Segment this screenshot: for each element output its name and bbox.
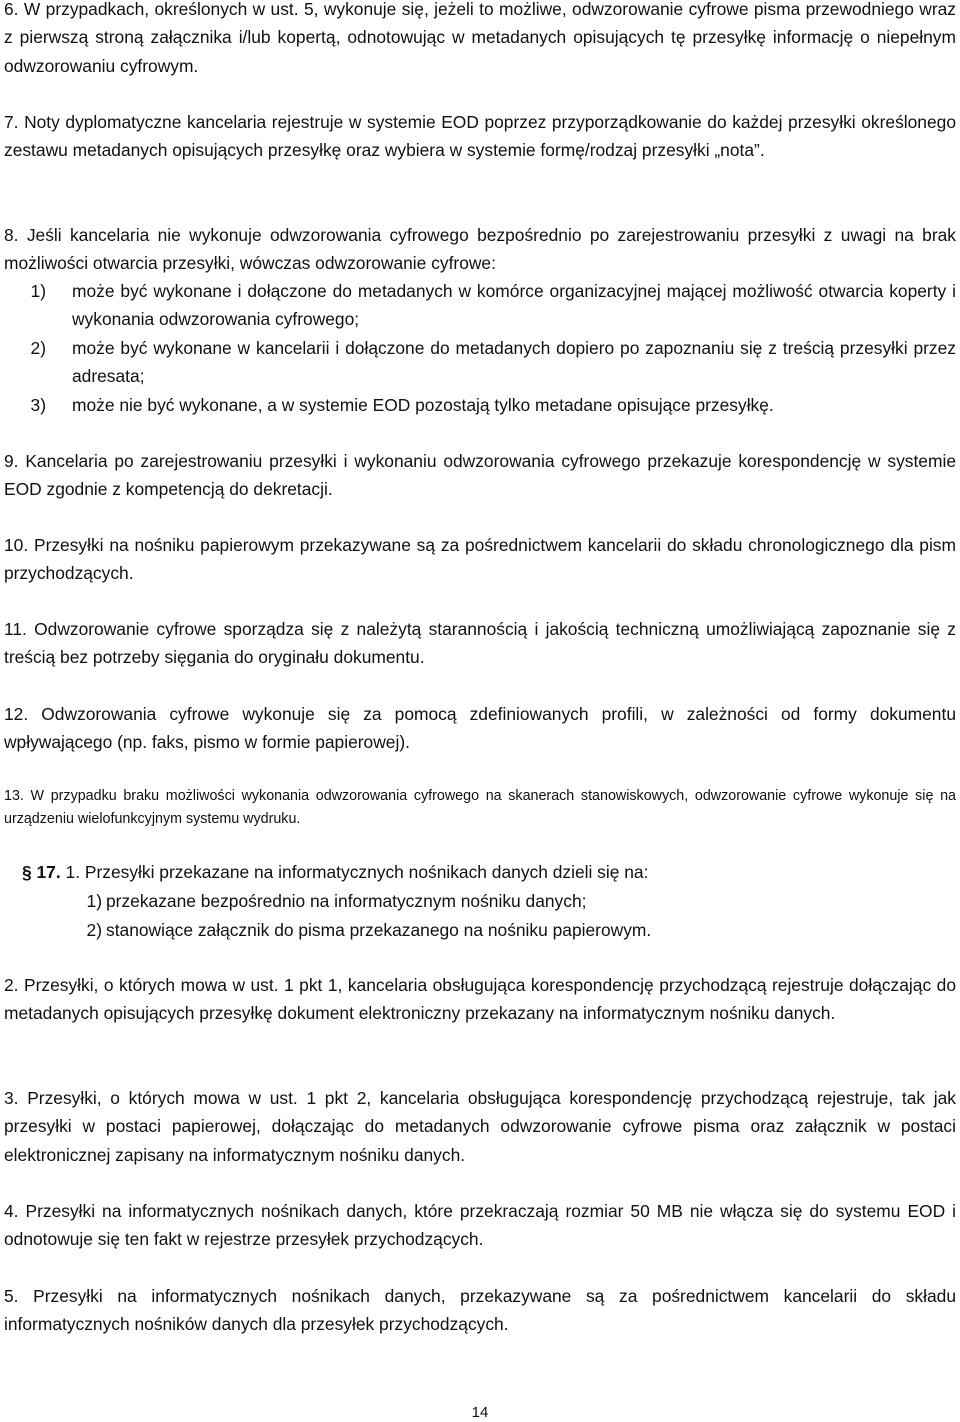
- item-number: 2): [86, 920, 102, 940]
- section-17-paragraph-2: 2. Przesyłki, o których mowa w ust. 1 pkt 1, kancelaria obsługująca korespondencję przychodzącą rejestruje dołączając do metadanych opisujących przesyłkę dokument elektroniczny przekazany na informatycznym nośniku danych.: [4, 975, 956, 1024]
- section-17-item-1: [86, 887, 956, 915]
- section-number: § 17.: [22, 862, 61, 882]
- section-17-paragraph-3: 3. Przesyłki, o których mowa w ust. 1 pkt 2, kancelaria obsługująca korespondencję przychodzącą rejestruje, tak jak przesyłki w postaci papierowej, dołączając do metadanych odwzorowanie cyfrowe pisma oraz załącznik w postaci elektronicznej zapisany na informatycznym nośniku danych.: [4, 1088, 956, 1165]
- item-text: może nie być wykonane, a w systemie EOD pozostają tylko metadane opisujące przesyłkę.: [72, 395, 774, 415]
- paragraph-13: 13. W przypadku braku możliwości wykonania odwzorowania cyfrowego na skanerach stanowiskowych, odwzorowanie cyfrowe wykonuje się na urządzeniu wielofunkcyjnym systemu wydruku.: [4, 788, 956, 827]
- item-number: 1): [86, 891, 102, 911]
- item-number: 1): [30, 281, 46, 301]
- paragraph-7: 7. Noty dyplomatyczne kancelaria rejestruje w systemie EOD poprzez przyporządkowanie do każdej przesyłki określonego zestawu metadanych opisujących przesyłkę oraz wybiera w systemie formę/rodzaj przesyłki „nota”.: [4, 112, 956, 161]
- paragraph-text: 1. Przesyłki przekazane na informatycznych nośnikach danych dzieli się na:: [65, 862, 649, 882]
- item-text: stanowiące załącznik do pisma przekazanego na nośniku papierowym.: [106, 920, 652, 940]
- paragraph-11: 11. Odwzorowanie cyfrowe sporządza się z należytą starannością i jakością techniczną umożliwiającą zapoznanie się z treścią bez potrzeby sięgania do oryginału dokumentu.: [4, 619, 956, 668]
- item-text: może być wykonane w kancelarii i dołączone do metadanych dopiero po zapoznaniu się z treścią przesyłki przez adresata;: [72, 338, 956, 387]
- section-17-paragraph-1: [22, 858, 956, 886]
- paragraph-12: 12. Odwzorowania cyfrowe wykonuje się za pomocą zdefiniowanych profili, w zależności od formy dokumentu wpływającego (np. faks, pismo w formie papierowej).: [4, 704, 956, 753]
- section-17-paragraph-4: 4. Przesyłki na informatycznych nośnikach danych, które przekraczają rozmiar 50 MB nie włącza się do systemu EOD i odnotowuje się ten fakt w rejestrze przesyłek przychodzących.: [4, 1201, 956, 1250]
- paragraph-8-item-1: [30, 277, 956, 334]
- paragraph-10: 10. Przesyłki na nośniku papierowym przekazywane są za pośrednictwem kancelarii do składu chronologicznego dla pism przychodzących.: [4, 535, 956, 584]
- item-text: przekazane bezpośrednio na informatycznym nośniku danych;: [106, 891, 587, 911]
- item-number: 2): [30, 338, 46, 358]
- paragraph-8: 8. Jeśli kancelaria nie wykonuje odwzorowania cyfrowego bezpośrednio po zarejestrowaniu przesyłki z uwagi na brak możliwości otwarcia przesyłki, wówczas odwzorowanie cyfrowe:: [4, 225, 956, 274]
- paragraph-6: 6. W przypadkach, określonych w ust. 5, wykonuje się, jeżeli to możliwe, odwzorowanie cyfrowe pisma przewodniego wraz z pierwszą stroną załącznika i/lub kopertą, odnotowując w metadanych opisujących tę przesyłkę informację o niepełnym odwzorowaniu cyfrowym.: [4, 0, 956, 76]
- page-number: 14: [471, 1404, 489, 1421]
- item-text: może być wykonane i dołączone do metadanych w komórce organizacyjnej mającej możliwość otwarcia koperty i wykonania odwzorowania cyfrowego;: [72, 281, 956, 330]
- section-17-item-2: [86, 916, 956, 944]
- paragraph-8-item-2: [30, 334, 956, 391]
- paragraph-9: 9. Kancelaria po zarejestrowaniu przesyłki i wykonaniu odwzorowania cyfrowego przekazuje korespondencję w systemie EOD zgodnie z kompetencją do dekretacji.: [4, 451, 956, 500]
- paragraph-8-item-3: [30, 391, 956, 419]
- section-17-paragraph-5: 5. Przesyłki na informatycznych nośnikach danych, przekazywane są za pośrednictwem kancelarii do składu informatycznych nośników danych dla przesyłek przychodzących.: [4, 1286, 956, 1335]
- item-number: 3): [30, 395, 46, 415]
